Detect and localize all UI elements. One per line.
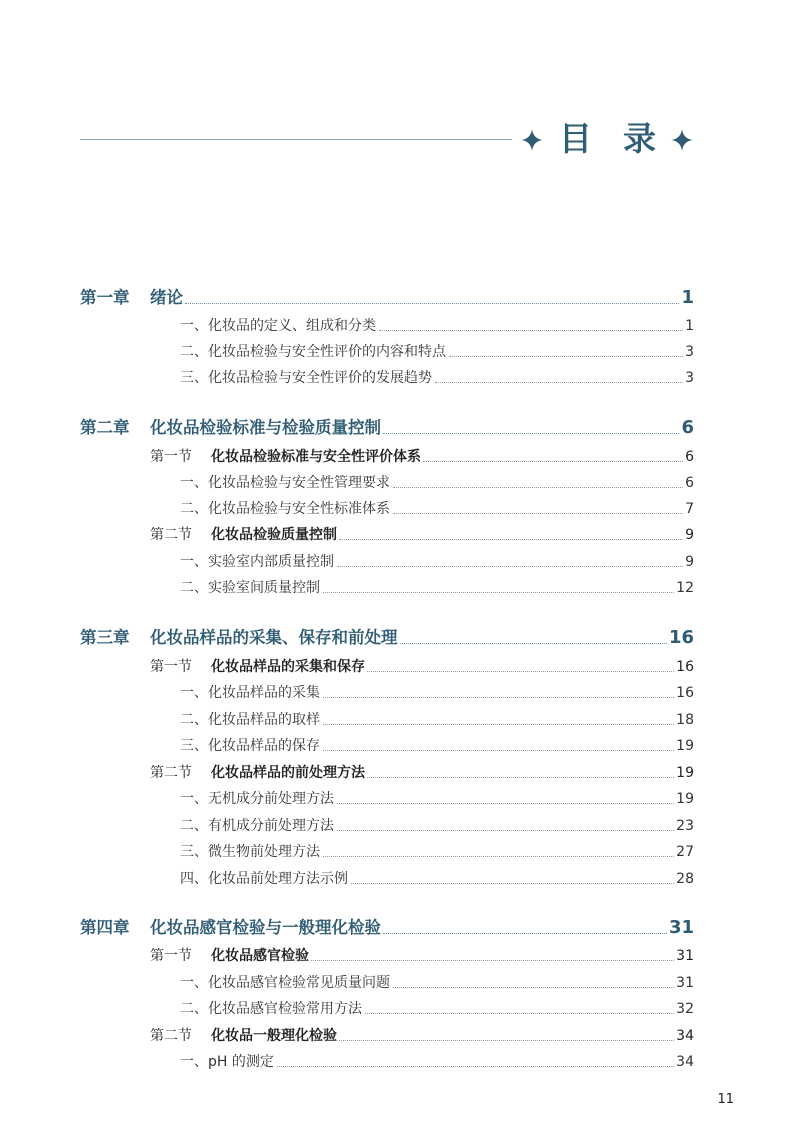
item-page: 19: [676, 791, 694, 807]
toc-item[interactable]: [180, 577, 694, 597]
item-title: 三、化妆品检验与安全性评价的发展趋势: [180, 370, 432, 386]
item-title: 二、有机成分前处理方法: [180, 818, 334, 834]
toc-section[interactable]: [150, 1025, 694, 1045]
section-number: 第一节: [150, 659, 192, 675]
chapter-title: 化妆品样品的采集、保存和前处理: [150, 628, 398, 647]
leader-dots: [383, 432, 679, 434]
section-page: 31: [676, 948, 694, 964]
item-page: 32: [676, 1001, 694, 1017]
chapter-page: 31: [668, 917, 694, 938]
section-page: 6: [685, 449, 694, 465]
toc-item[interactable]: [180, 498, 694, 518]
toc-item[interactable]: [180, 815, 694, 835]
section-title: 化妆品一般理化检验: [211, 1028, 337, 1044]
toc-section[interactable]: [150, 656, 694, 676]
chapter-number: 第一章: [80, 288, 130, 307]
leader-dots: [185, 302, 679, 304]
leader-dots: [323, 696, 674, 698]
leader-dots: [323, 723, 674, 725]
item-title: 一、无机成分前处理方法: [180, 791, 334, 807]
item-title: 二、化妆品感官检验常用方法: [180, 1001, 362, 1017]
page-title: [559, 116, 669, 162]
leader-dots: [383, 932, 667, 934]
item-page: 31: [676, 975, 694, 991]
item-page: 19: [676, 738, 694, 754]
toc-section[interactable]: [150, 762, 694, 782]
item-page: 6: [685, 475, 694, 491]
toc-item[interactable]: [180, 788, 694, 808]
item-page: 3: [685, 344, 694, 360]
chapter-title: 绪论: [150, 288, 183, 307]
leader-dots: [423, 460, 683, 462]
item-page: 16: [676, 685, 694, 701]
toc-chapter[interactable]: [80, 414, 694, 438]
chapter-title: 化妆品感官检验与一般理化检验: [150, 918, 381, 937]
header-rule: [80, 139, 512, 140]
section-number: 第一节: [150, 449, 192, 465]
toc-chapter[interactable]: [80, 914, 694, 938]
toc-item[interactable]: [180, 367, 694, 387]
leader-dots: [379, 329, 683, 331]
toc-item[interactable]: [180, 472, 694, 492]
item-title: 一、实验室内部质量控制: [180, 554, 334, 570]
item-page: 9: [685, 554, 694, 570]
toc-chapter[interactable]: [80, 624, 694, 648]
section-title: 化妆品样品的采集和保存: [211, 659, 365, 675]
chapter-page: 1: [681, 287, 694, 308]
toc-item[interactable]: [180, 315, 694, 335]
sparkle-star-icon: [521, 129, 543, 151]
chapter-page: 16: [668, 627, 694, 648]
leader-dots: [367, 776, 674, 778]
leader-dots: [323, 855, 674, 857]
item-page: 12: [676, 580, 694, 596]
item-title: 三、微生物前处理方法: [180, 844, 320, 860]
item-title: 一、化妆品样品的采集: [180, 685, 320, 701]
item-title: 三、化妆品样品的保存: [180, 738, 320, 754]
toc-item[interactable]: [180, 1051, 694, 1071]
chapter-number: 第四章: [80, 918, 130, 937]
chapter-title: 化妆品检验标准与检验质量控制: [150, 418, 381, 437]
leader-dots: [339, 1039, 674, 1041]
section-page: 19: [676, 765, 694, 781]
leader-dots: [435, 381, 683, 383]
leader-dots: [393, 512, 683, 514]
toc-item[interactable]: [180, 341, 694, 361]
leader-dots: [449, 355, 683, 357]
section-page: 16: [676, 659, 694, 675]
toc-section[interactable]: [150, 524, 694, 544]
section-number: 第二节: [150, 527, 192, 543]
toc-item[interactable]: [180, 972, 694, 992]
leader-dots: [323, 749, 674, 751]
item-title: 四、化妆品前处理方法示例: [180, 871, 348, 887]
section-number: 第二节: [150, 765, 192, 781]
section-title: 化妆品检验标准与安全性评价体系: [211, 449, 421, 465]
item-title: 二、化妆品检验与安全性评价的内容和特点: [180, 344, 446, 360]
item-title: 一、化妆品检验与安全性管理要求: [180, 475, 390, 491]
item-page: 1: [685, 318, 694, 334]
title-char-2: 录: [623, 119, 656, 158]
toc-header: [0, 0, 800, 200]
chapter-number: 第三章: [80, 628, 130, 647]
section-title: 化妆品感官检验: [211, 948, 309, 964]
leader-dots: [339, 538, 683, 540]
leader-dots: [400, 642, 667, 644]
leader-dots: [277, 1065, 674, 1067]
toc-item[interactable]: [180, 735, 694, 755]
toc-item[interactable]: [180, 682, 694, 702]
leader-dots: [337, 829, 674, 831]
leader-dots: [351, 882, 674, 884]
leader-dots: [365, 1012, 674, 1014]
toc-item[interactable]: [180, 868, 694, 888]
leader-dots: [367, 670, 674, 672]
toc-section[interactable]: [150, 446, 694, 466]
title-char-1: 目: [559, 119, 592, 158]
item-title: 一、化妆品的定义、组成和分类: [180, 318, 376, 334]
leader-dots: [337, 565, 683, 567]
leader-dots: [311, 959, 674, 961]
toc-item[interactable]: [180, 841, 694, 861]
item-page: 34: [676, 1054, 694, 1070]
section-title: 化妆品检验质量控制: [211, 527, 337, 543]
item-title: 二、化妆品检验与安全性标准体系: [180, 501, 390, 517]
item-page: 23: [676, 818, 694, 834]
item-page: 28: [676, 871, 694, 887]
sparkle-star-icon: [671, 129, 693, 151]
leader-dots: [393, 486, 683, 488]
toc-item[interactable]: [180, 551, 694, 571]
section-number: 第二节: [150, 1028, 192, 1044]
leader-dots: [323, 591, 674, 593]
section-page: 34: [676, 1028, 694, 1044]
item-page: 7: [685, 501, 694, 517]
toc-item[interactable]: [180, 709, 694, 729]
item-page: 27: [676, 844, 694, 860]
item-page: 3: [685, 370, 694, 386]
toc-section[interactable]: [150, 945, 694, 965]
item-title: 二、实验室间质量控制: [180, 580, 320, 596]
item-title: 一、化妆品感官检验常见质量问题: [180, 975, 390, 991]
leader-dots: [337, 802, 674, 804]
item-page: 18: [676, 712, 694, 728]
item-title: 二、化妆品样品的取样: [180, 712, 320, 728]
section-title: 化妆品样品的前处理方法: [211, 765, 365, 781]
chapter-page: 6: [681, 417, 694, 438]
leader-dots: [393, 986, 674, 988]
item-title: 一、pH 的测定: [180, 1054, 274, 1070]
page-number: 11: [717, 1092, 734, 1107]
chapter-number: 第二章: [80, 418, 130, 437]
toc-chapter[interactable]: [80, 284, 694, 308]
toc-item[interactable]: [180, 998, 694, 1018]
section-number: 第一节: [150, 948, 192, 964]
section-page: 9: [685, 527, 694, 543]
